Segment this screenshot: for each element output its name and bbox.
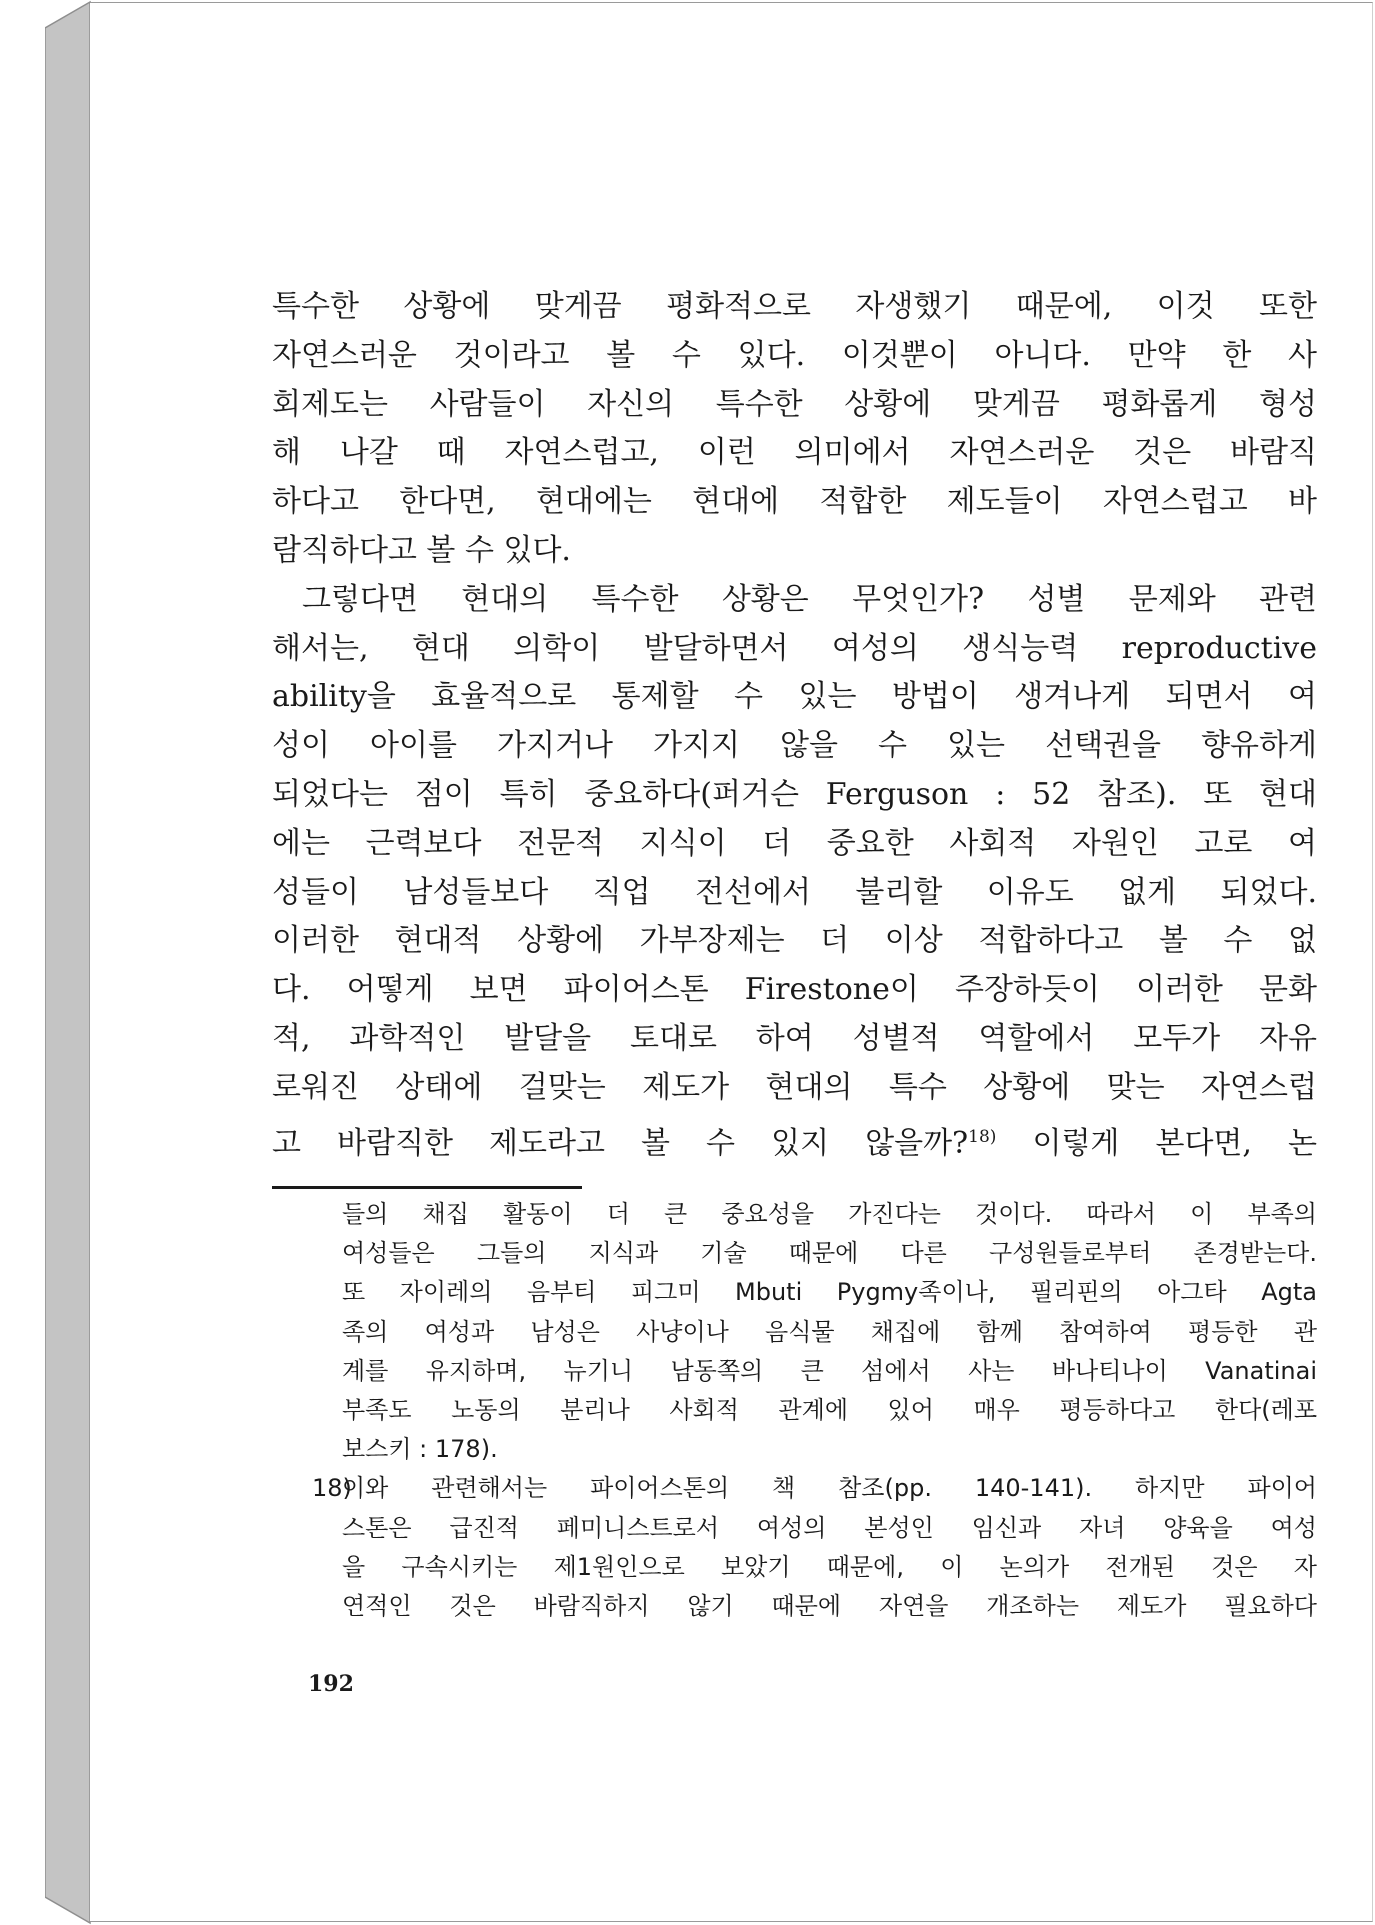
footnote-line: 또 자이레의 음부티 피그미 Mbuti Pygmy족이나, 필리핀의 아그타 Agta [342,1278,1317,1307]
body-line: 해서는, 현대 의학이 발달하면서 여성의 생식능력 reproductive [272,630,1317,666]
book-page [90,2,1373,1922]
body-line: 하다고 한다면, 현대에는 현대에 적합한 제도들이 자연스럽고 바 [272,484,1317,520]
body-line: 로워진 상태에 걸맞는 제도가 현대의 특수 상황에 맞는 자연스럽 [272,1069,1317,1105]
body-text [272,283,1317,1161]
footnote-line: 여성들은 그들의 지식과 기술 때문에 다른 구성원들로부터 존경받는다. [342,1239,1317,1268]
footnote-number: 18) [312,1474,352,1503]
body-line: 이러한 현대적 상황에 가부장제는 더 이상 적합하다고 볼 수 없 [272,923,1317,959]
footnote-18-first-line [312,1469,1317,1508]
body-line: 자연스러운 것이라고 볼 수 있다. 이것뿐이 아니다. 만약 한 사 [272,337,1317,373]
footnote-line: 스톤은 급진적 페미니스트로서 여성의 본성인 임신과 자녀 양육을 여성 [342,1513,1317,1542]
body-line: 람직하다고 볼 수 있다. [272,532,571,568]
footnote-line: 을 구속시키는 제1원인으로 보았기 때문에, 이 논의가 전개된 것은 자 [342,1552,1317,1581]
body-line: 되었다는 점이 특히 중요하다(퍼거슨 Ferguson : 52 참조). 또 현대 [272,776,1317,812]
body-line: 회제도는 사람들이 자신의 특수한 상황에 맞게끔 평화롭게 형성 [272,386,1317,422]
body-line: 특수한 상황에 맞게끔 평화적으로 자생했기 때문에, 이것 또한 [272,289,1317,324]
footnotes [312,1195,1317,1626]
book-spine-edge [45,0,93,1925]
footnote-line: 보스키 : 178). [342,1435,498,1464]
body-line: 성이 아이를 가지거나 가지지 않을 수 있는 선택권을 향유하게 [272,728,1317,764]
body-line: 그렇다면 현대의 특수한 상황은 무엇인가? 성별 문제와 관련 [302,581,1317,617]
footnote-line: 족의 여성과 남성은 사냥이나 음식물 채집에 함께 참여하여 평등한 관 [342,1317,1317,1346]
footnote-line-text: 이와 관련해서는 파이어스톤의 책 참조(pp. 140-141). 하지만 파이어 [342,1474,1317,1503]
body-line: 적, 과학적인 발달을 토대로 하여 성별적 역할에서 모두가 자유 [272,1020,1317,1056]
body-line-text: 고 바람직한 제도라고 볼 수 있지 않을까? [272,1125,969,1161]
footnote-line: 연적인 것은 바람직하지 않기 때문에 자연을 개조하는 제도가 필요하다 [342,1591,1317,1620]
body-line: 다. 어떻게 보면 파이어스톤 Firestone이 주장하듯이 이러한 문화 [272,972,1317,1008]
page-number: 192 [308,1671,354,1697]
footnote-ref-18[interactable]: 18) [968,1126,997,1147]
body-line-text: 이렇게 본다면, 논 [996,1125,1317,1161]
body-line: 해 나갈 때 자연스럽고, 이런 의미에서 자연스러운 것은 바람직 [272,435,1317,471]
body-line: ability을 효율적으로 통제할 수 있는 방법이 생겨나게 되면서 여 [272,679,1317,715]
footnote-line: 부족도 노동의 분리나 사회적 관계에 있어 매우 평등하다고 한다(레포 [342,1395,1317,1424]
body-line: 에는 근력보다 전문적 지식이 더 중요한 사회적 자원인 고로 여 [272,825,1317,861]
body-line: 성들이 남성들보다 직업 전선에서 불리할 이유도 없게 되었다. [272,874,1317,910]
body-line-final [272,1113,1317,1162]
footnote-line: 계를 유지하며, 뉴기니 남동쪽의 큰 섬에서 사는 바나티나이 Vanatinai [342,1356,1317,1385]
footnote-separator [272,1186,582,1189]
footnote-line: 들의 채집 활동이 더 큰 중요성을 가진다는 것이다. 따라서 이 부족의 [342,1200,1317,1228]
